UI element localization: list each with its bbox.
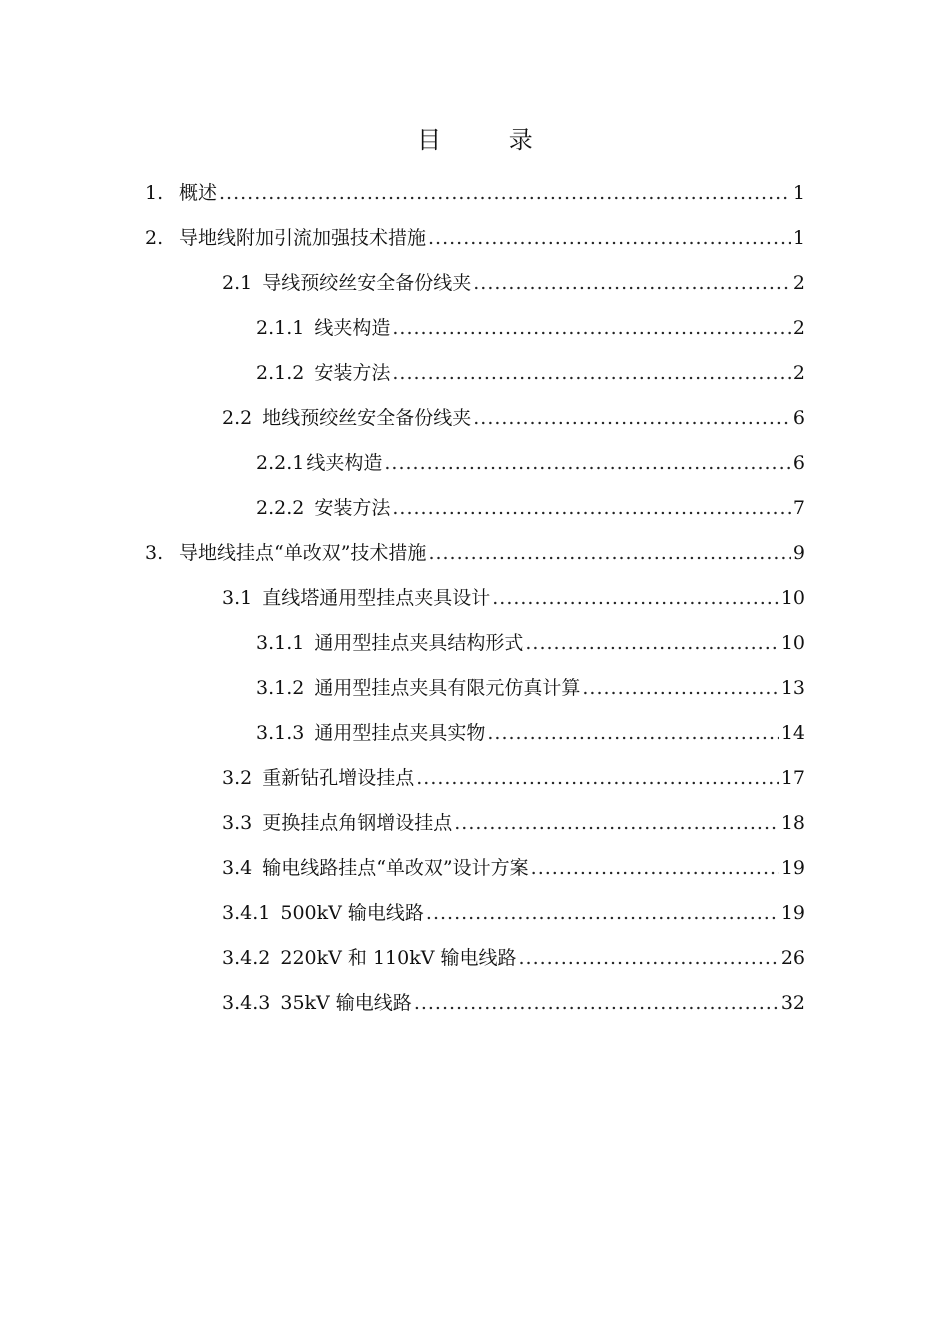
toc-entry-label: 安装方法: [314, 497, 391, 519]
toc-entry-label: 线夹构造: [314, 317, 391, 339]
toc-entry[interactable]: [222, 268, 805, 298]
toc-dot-leader: [531, 853, 779, 883]
toc-entry-page: 13: [780, 677, 805, 699]
toc-entry-page: 6: [792, 452, 805, 474]
toc-entry-number: 2.1.1: [256, 317, 305, 339]
toc-entry-page: 19: [780, 857, 805, 879]
toc-entry-label: 通用型挂点夹具结构形式: [314, 632, 524, 654]
toc-entry-label: 导线预绞丝安全备份线夹: [262, 272, 472, 294]
toc-entry[interactable]: [222, 943, 805, 973]
toc-dot-leader: [416, 763, 779, 793]
toc-entry[interactable]: [145, 178, 805, 208]
toc-entry-number: 2.1.2: [256, 362, 305, 384]
toc-entry-page: 6: [792, 407, 805, 429]
toc-entry-number: 2.: [145, 227, 164, 249]
toc-entry-number: 3.3: [222, 812, 253, 834]
toc-entry-label: 220kV 和 110kV 输电线路: [280, 947, 517, 969]
toc-entry-number: 3.1: [222, 587, 253, 609]
toc-dot-leader: [219, 178, 791, 208]
toc-entry[interactable]: [222, 853, 805, 883]
toc-entry-label: 概述: [179, 182, 218, 204]
toc-entry-number: 3.1.2: [256, 677, 305, 699]
toc-entry[interactable]: [256, 313, 805, 343]
toc-entry[interactable]: [222, 403, 805, 433]
toc-entry[interactable]: [145, 223, 805, 253]
toc-entry-label: 安装方法: [314, 362, 391, 384]
toc-entry-page: 19: [780, 902, 805, 924]
toc-entry[interactable]: [222, 808, 805, 838]
toc-entry-number: 3.2: [222, 767, 253, 789]
toc-entry-label: 线夹构造: [306, 452, 383, 474]
toc-entry-number: 3.4.2: [222, 947, 271, 969]
toc-dot-leader: [492, 583, 779, 613]
toc-entry-label: 输电线路挂点“单改双”设计方案: [262, 857, 529, 879]
toc-entry-page: 10: [780, 587, 805, 609]
toc-entry[interactable]: [256, 448, 805, 478]
toc-entry-page: 1: [792, 227, 805, 249]
toc-entry-label: 35kV 输电线路: [280, 992, 412, 1014]
toc-entry-page: 7: [792, 497, 805, 519]
toc-entry[interactable]: [256, 673, 805, 703]
toc-dot-leader: [414, 988, 779, 1018]
toc-entry[interactable]: [256, 493, 805, 523]
toc-entry-label: 导地线附加引流加强技术措施: [179, 227, 427, 249]
toc-dot-leader: [473, 268, 791, 298]
toc-entry-number: 3.: [145, 542, 164, 564]
toc-dot-leader: [454, 808, 779, 838]
toc-entry-number: 3.4.3: [222, 992, 271, 1014]
toc-dot-leader: [582, 673, 778, 703]
toc-entry-label: 重新钻孔增设挂点: [262, 767, 415, 789]
toc-dot-leader: [428, 223, 791, 253]
toc-dot-leader: [426, 898, 779, 928]
toc-entry[interactable]: [222, 583, 805, 613]
toc-entry-page: 10: [780, 632, 805, 654]
toc-entry-page: 2: [792, 317, 805, 339]
toc-dot-leader: [473, 403, 791, 433]
toc-entry-page: 2: [792, 362, 805, 384]
toc-dot-leader: [518, 943, 778, 973]
toc-entry-label: 更换挂点角钢增设挂点: [262, 812, 453, 834]
toc-dot-leader: [392, 493, 791, 523]
toc-entry-number: 3.1.3: [256, 722, 305, 744]
toc-entry-page: 17: [780, 767, 805, 789]
page-title: 目 录: [417, 126, 563, 154]
toc-dot-leader: [392, 313, 791, 343]
toc-entry-label: 通用型挂点夹具有限元仿真计算: [314, 677, 581, 699]
toc-entry-number: 2.2.2: [256, 497, 305, 519]
toc-entry-number: 3.4: [222, 857, 253, 879]
toc-dot-leader: [384, 448, 791, 478]
toc-dot-leader: [487, 718, 778, 748]
toc-entry-page: 26: [780, 947, 805, 969]
toc-entry-page: 18: [780, 812, 805, 834]
toc-entry-number: 1.: [145, 182, 164, 204]
toc-entry-page: 9: [792, 542, 805, 564]
toc-entry[interactable]: [222, 988, 805, 1018]
toc-entry-label: 直线塔通用型挂点夹具设计: [262, 587, 491, 609]
toc-entry-label: 导地线挂点“单改双”技术措施: [179, 542, 427, 564]
toc-entry[interactable]: [256, 358, 805, 388]
toc-entry-number: 3.4.1: [222, 902, 271, 924]
toc-entry-label: 通用型挂点夹具实物: [314, 722, 486, 744]
toc-entry[interactable]: [222, 763, 805, 793]
toc-entry[interactable]: [145, 538, 805, 568]
toc-entry-page: 2: [792, 272, 805, 294]
toc-entry[interactable]: [256, 718, 805, 748]
toc-entry[interactable]: [256, 628, 805, 658]
toc-entry-page: 32: [780, 992, 805, 1014]
toc-entry-label: 500kV 输电线路: [280, 902, 424, 924]
toc-entry-page: 14: [780, 722, 805, 744]
toc-entry-number: 2.2.1: [256, 452, 305, 474]
toc-dot-leader: [392, 358, 791, 388]
toc-entry-page: 1: [792, 182, 805, 204]
toc-entry-label: 地线预绞丝安全备份线夹: [262, 407, 472, 429]
toc-dot-leader: [428, 538, 790, 568]
toc-entry-number: 2.1: [222, 272, 253, 294]
toc-entry-number: 2.2: [222, 407, 253, 429]
toc-dot-leader: [525, 628, 778, 658]
toc-entry-number: 3.1.1: [256, 632, 305, 654]
toc-entry[interactable]: [222, 898, 805, 928]
